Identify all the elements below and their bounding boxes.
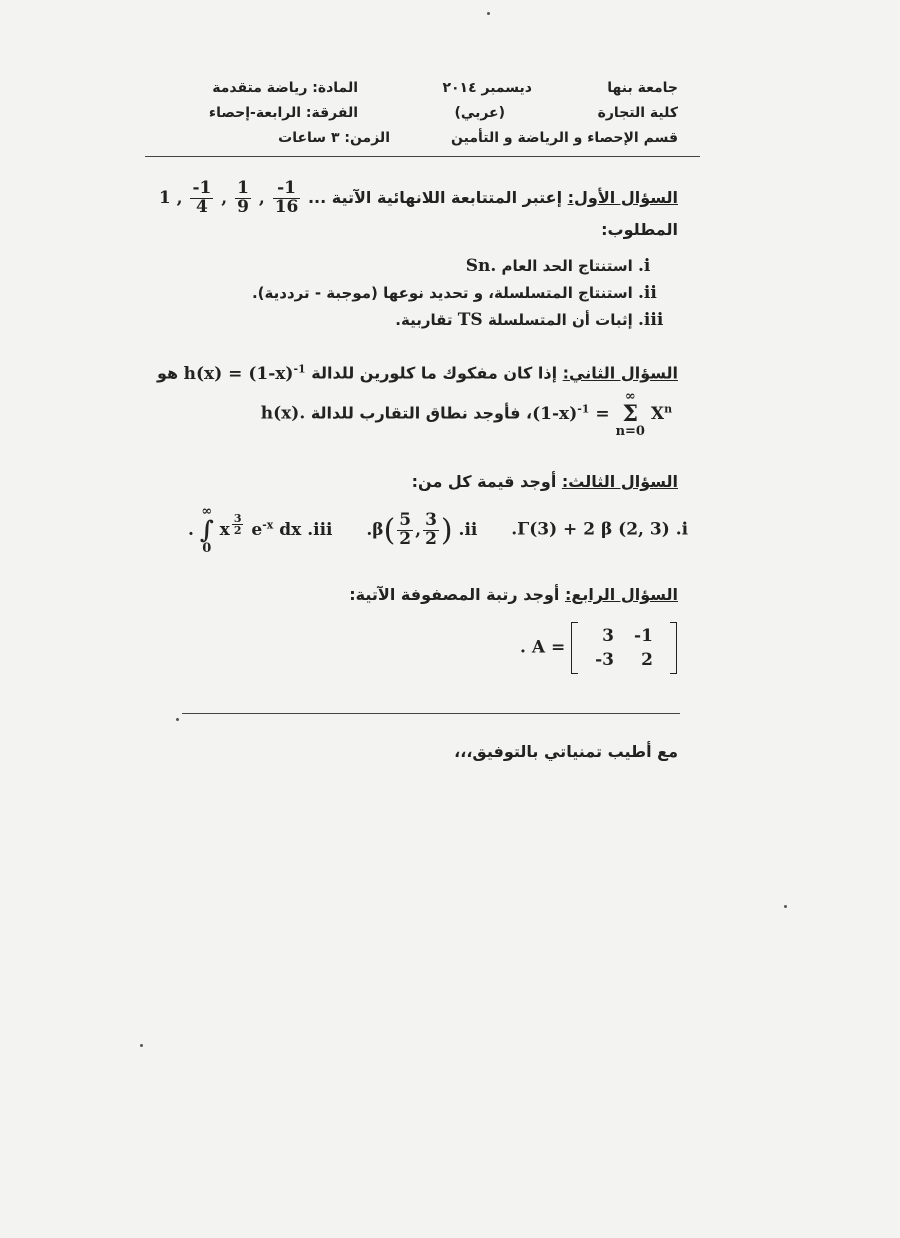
matrix-A: 3 -1 -3 2 (571, 622, 677, 674)
q2-line-2: $(1-x)^{-1}$ = ∞ Σ n=0 $X^n$ ، فأوجد نطاق التقارب للدالة h(x). (261, 390, 678, 438)
q1-sequence: 1 , $\frac{-1}{4}$ , $\frac{1}{9}$ , $\frac{-1}{16}$ (158, 178, 299, 217)
q1-item-i: .i استنتاج الحد العام Sn. (465, 256, 651, 276)
integral-symbol: ∞ ∫ 0 (199, 504, 214, 556)
q3-i: .Γ(3) + 2 β (2, 3) .i (511, 519, 689, 540)
footer-divider (182, 713, 680, 714)
q1-required-label: المطلوب: (601, 220, 678, 239)
q2-line-1: السؤال الثاني: إذا كان مفكوك ما كلورين للدالة $h(x) = (1-x)^{-1}$ هو (156, 362, 678, 384)
university-name: جامعة بنها (607, 80, 678, 96)
q1-seq-term: $\frac{-1}{4}$ (192, 178, 212, 217)
q3-iii: . ∞ ∫ 0 x $^{\frac{3}{2}}$ $e^{-x}$ dx .iii (188, 504, 333, 556)
q3-line: السؤال الثالث: أوجد قيمة كل من: (411, 472, 678, 491)
exam-subject: المادة: رياضة متقدمة (212, 80, 358, 96)
header-divider (145, 156, 700, 157)
matrix-expression: . A = 3 -1 -3 2 (520, 622, 677, 674)
q1-seq-first: 1 , (158, 187, 183, 208)
exam-time: الزمن: ٣ ساعات (278, 130, 390, 146)
q3-ii: .β( $\frac{5}{2}$ , $\frac{3}{2}$ ) .ii (366, 509, 478, 549)
q1-item-iii: .iii إثبات أن المتسلسلة TS تقاربية. (395, 310, 664, 330)
q2-series: $(1-x)^{-1}$ = ∞ Σ n=0 $X^n$ (532, 389, 673, 439)
q4-heading: السؤال الرابع: (564, 585, 678, 604)
paper-speck (487, 12, 490, 15)
exam-level: الفرقة: الرابعة-إحصاء (208, 105, 358, 121)
q1-item-ii: .ii استنتاج المتسلسلة، و تحديد نوعها (موجبة - ترددية). (251, 283, 657, 303)
exam-language: (عربي) (454, 105, 505, 121)
q1-heading: السؤال الأول: (567, 187, 678, 207)
paper-speck (140, 1044, 143, 1047)
department-name: قسم الإحصاء و الرياضة و التأمين (451, 130, 678, 146)
closing-text: مع أطيب تمنياتي بالتوفيق،،، (454, 742, 678, 761)
q3-expressions (188, 505, 688, 555)
paper-speck (784, 905, 787, 908)
q1-seq-term: $\frac{1}{9}$ (237, 178, 249, 217)
q1-line (159, 180, 678, 217)
q4-line: السؤال الرابع: أوجد رتبة المصفوفة الآتية: (349, 585, 678, 604)
paper-speck (176, 718, 179, 721)
q1-text: إعتبر المتتابعة اللانهائية الآتية ... (307, 187, 563, 207)
q2-function: $h(x) = (1-x)^{-1}$ (183, 362, 306, 384)
q3-heading: السؤال الثالث: (561, 472, 678, 491)
q2-heading: السؤال الثاني: (562, 363, 678, 383)
sigma-symbol: ∞ Σ n=0 (615, 389, 645, 439)
faculty-name: كلية التجارة (597, 105, 678, 121)
exam-date: ديسمبر ٢٠١٤ (442, 80, 532, 96)
q1-seq-term: $\frac{-1}{16}$ (274, 178, 299, 217)
